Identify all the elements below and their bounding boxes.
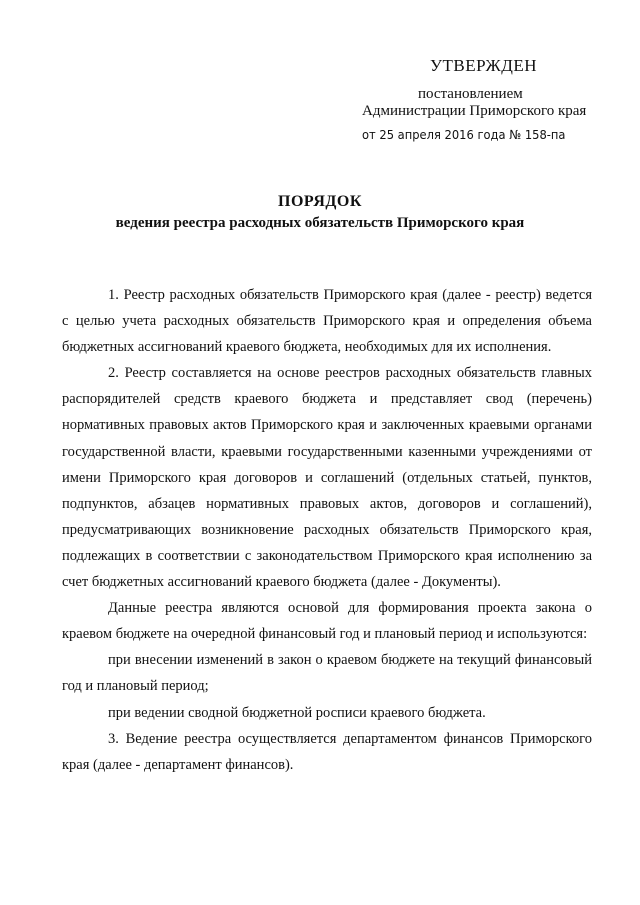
document-title: ПОРЯДОК (278, 193, 362, 210)
paragraph-2: 2. Реестр составляется на основе реестров расходных обязательств главных распорядителей средств краевого бюджета и представляет свод (перечень) нормативных правовых актов Приморского края и заключенных краевыми органами государственной власти, краевыми государственными казенными учреждениями от имени Приморского края договоров и соглашений (отдельных статьей, пунктов, подпунктов, абзацев нормативных правовых актов, договоров и соглашений), предусматривающих возникновение расходных обязательств Приморского края, подлежащих в соответствии с законодательством Приморского края исполнению за счет бюджетных ассигнований краевого бюджета (далее - Документы). (62, 365, 592, 591)
paragraph-4: при внесении изменений в закон о краевом бюджете на текущий финансовый год и плановый период; (62, 652, 592, 695)
paragraph-6: 3. Ведение реестра осуществляется департаментом финансов Приморского края (далее - департамент финансов). (62, 730, 592, 773)
approval-title: УТВЕРЖДЕН (430, 56, 537, 75)
approval-line-decree: постановлением (418, 86, 523, 102)
paragraph-5: при ведении сводной бюджетной росписи краевого бюджета. (108, 704, 486, 721)
paragraph-3: Данные реестра являются основой для формирования проекта закона о краевом бюджете на очередной финансовый год и плановый период и используются: (62, 600, 592, 643)
approval-line-date-number: от 25 апреля 2016 года № 158-па (362, 127, 566, 142)
paragraph-1: 1. Реестр расходных обязательств Приморского края (далее - реестр) ведется с целью учета расходных обязательств Приморского края и определения объема бюджетных ассигнований краевого бюджета, необходимых для их исполнения. (62, 287, 592, 356)
approval-line-authority: Администрации Приморского края (362, 103, 587, 119)
document-body (62, 282, 592, 778)
document-subtitle: ведения реестра расходных обязательств Приморского края (115, 215, 525, 231)
